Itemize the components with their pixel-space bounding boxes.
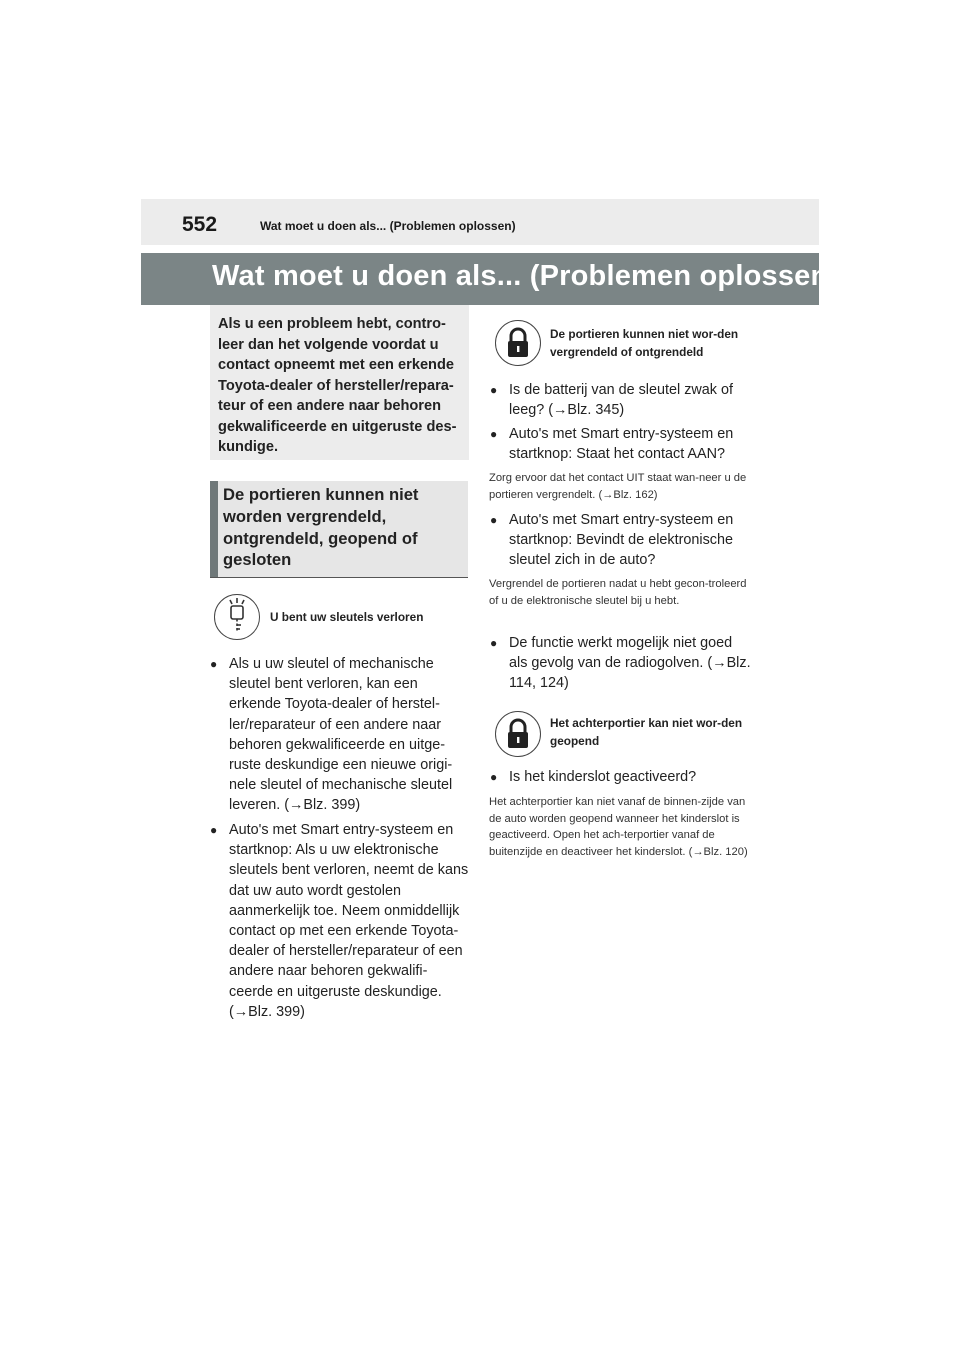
bullet-icon: ● (490, 513, 498, 527)
key-icon (214, 594, 260, 640)
list-item (210, 820, 469, 1022)
note-text: Vergrendel de portieren nadat u hebt gecon-troleerd of u de elektronische sleutel bij u hebt. (489, 578, 747, 607)
list-item (490, 767, 754, 787)
list-item (210, 654, 469, 816)
running-title: Wat moet u doen als... (Problemen oplossen) (260, 219, 516, 233)
list-item (490, 633, 754, 694)
bullet-text: Als u uw sleutel of mechanische sleutel bent verloren, kan een erkende Toyota-dealer of herstel-ler/reparateur of een andere naar behoren gekwalificeerde en uitge-ruste deskundige een nieuwe origi-nele sleutel of mechanische sleutel leveren. (→Blz. 399) (229, 656, 453, 814)
list-item (490, 424, 754, 464)
bullet-text: Auto's met Smart entry-systeem en startknop: Staat het contact AAN? (509, 426, 734, 463)
intro-text: Als u een probleem hebt, contro-leer dan het volgende voordat u contact opneemt met een erkende Toyota-dealer of hersteller/repara-teur of een andere naar behoren gekwalificeerde en uitgeruste des-kundige. (218, 316, 457, 455)
bullet-icon: ● (210, 657, 218, 671)
page-number: 552 (182, 213, 218, 236)
bullet-text: Auto's met Smart entry-systeem en startknop: Bevindt de elektronische sleutel zich in de auto? (509, 512, 734, 569)
bullet-icon: ● (210, 823, 218, 837)
bullet-text: Is het kinderslot geactiveerd? (509, 769, 697, 785)
bullet-icon: ● (490, 636, 498, 650)
rear-door-title: Het achterportier kan niet wor-den geopend (550, 716, 743, 748)
bullet-icon: ● (490, 770, 498, 784)
list-item (490, 510, 754, 571)
bullet-text: Auto's met Smart entry-systeem en startknop: Als u uw elektronische sleutels bent verloren, neemt de kans dat uw auto wordt gestolen aanmerkelijk toe. Neem onmiddellijk contact op met een erkende Toyota-dealer of hersteller/reparateur of een andere naar behoren gekwalifi-ceerde en uitgeruste deskundige. (→Blz. 399) (229, 822, 469, 1020)
padlock-icon (495, 320, 541, 366)
lock-unlock-title: De portieren kunnen niet wor-den vergrendeld of ontgrendeld (550, 327, 739, 359)
lost-keys-title: U bent uw sleutels verloren (270, 610, 424, 624)
bullet-icon: ● (490, 383, 498, 397)
padlock-icon (495, 711, 541, 757)
note-text: Zorg ervoor dat het contact UIT staat wan-neer u de portieren vergrendelt. (→Blz. 162) (489, 472, 747, 501)
section-heading-accent (210, 481, 218, 577)
bullet-text: Is de batterij van de sleutel zwak of leeg? (→Blz. 345) (509, 382, 733, 419)
chapter-title: Wat moet u doen als... (Problemen oplossen) (212, 260, 839, 292)
section-heading: De portieren kunnen niet worden vergrendeld, ontgrendeld, geopend of gesloten (223, 485, 419, 570)
bullet-text: De functie werkt mogelijk niet goed als gevolg van de radiogolven. (→Blz. 114, 124) (509, 635, 751, 692)
list-item (490, 380, 754, 420)
note-text: Het achterportier kan niet vanaf de binnen-zijde van de auto worden geopend wanneer het kinderslot is geactiveerd. Open het ach-terportier vanaf de buitenzijde en deactiveer het kinderslot. (→Blz. 120) (489, 796, 748, 858)
bullet-icon: ● (490, 427, 498, 441)
